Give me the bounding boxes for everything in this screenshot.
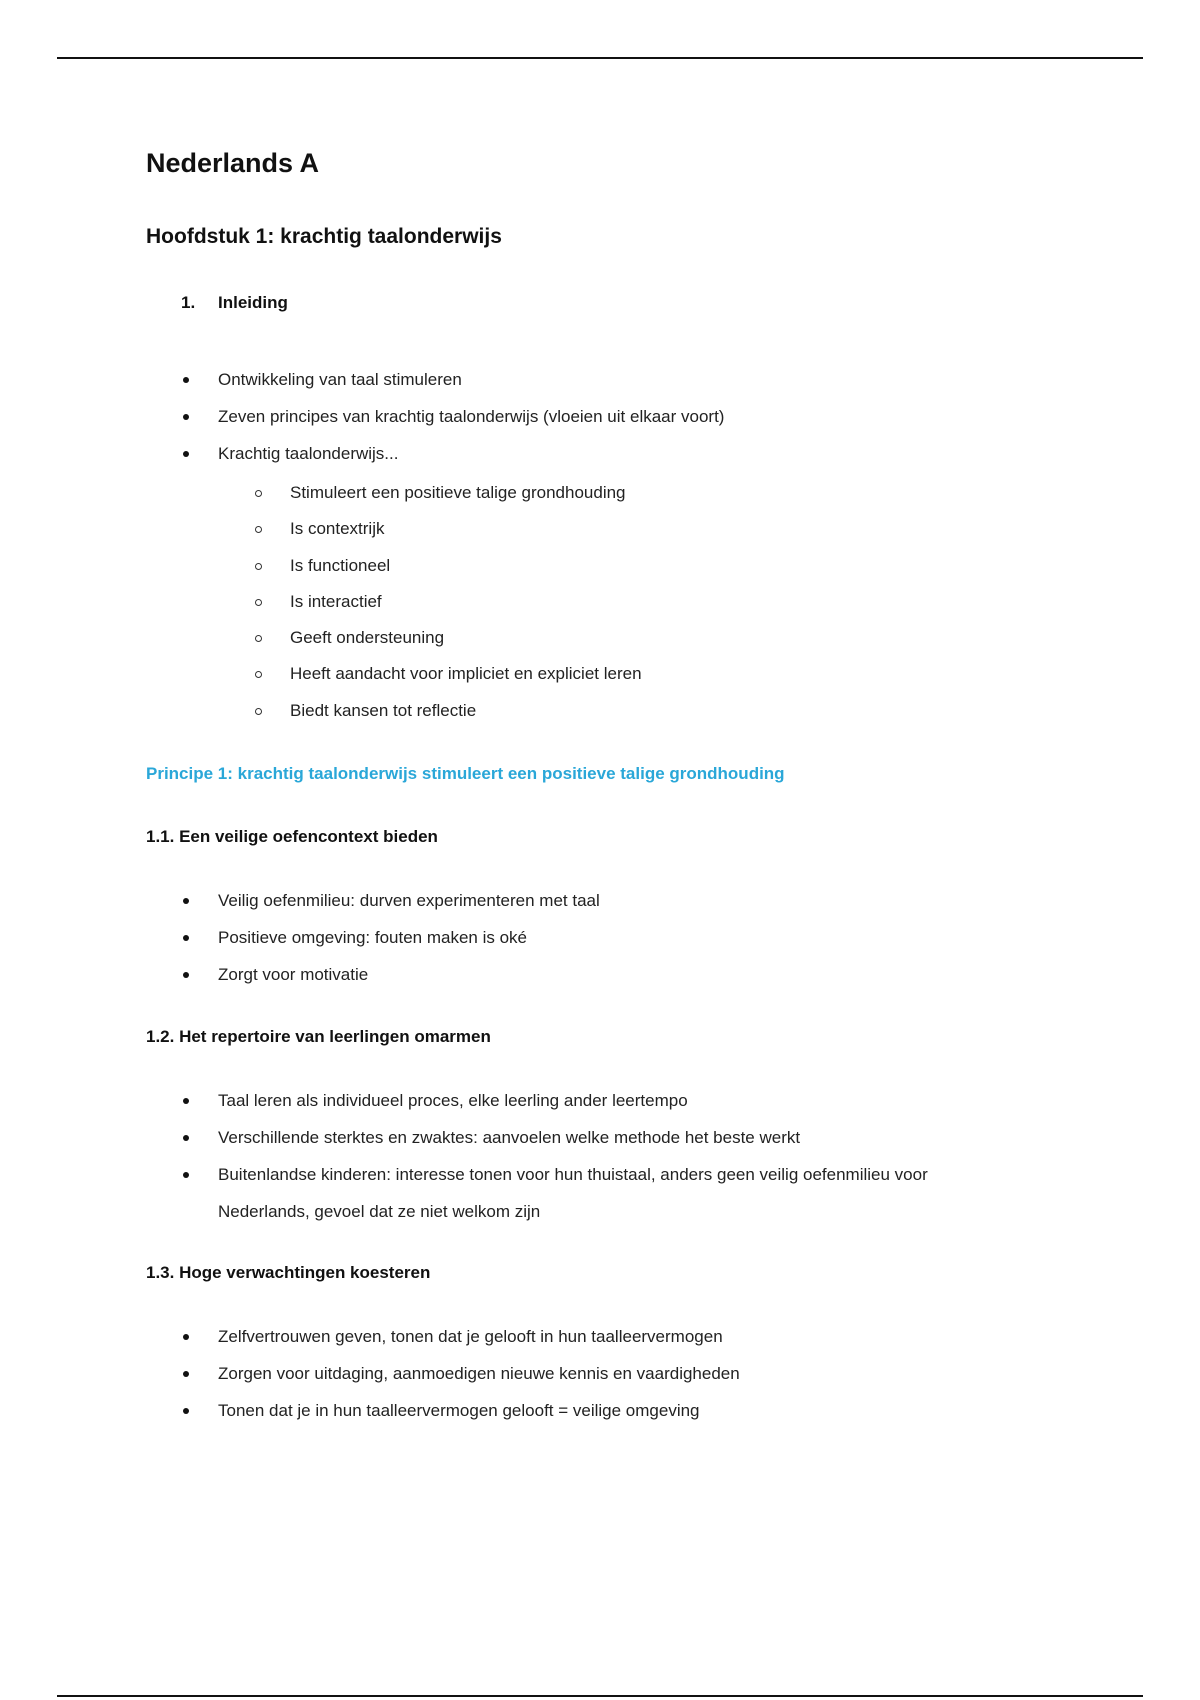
list-item: Verschillende sterktes en zwaktes: aanvoelen welke methode het beste werkt — [146, 1119, 978, 1156]
list-item: Heeft aandacht voor impliciet en expliciet leren — [146, 656, 642, 692]
intro-subbullet-list — [146, 475, 642, 729]
hollow-bullet-icon — [255, 563, 262, 570]
list-item: Tonen dat je in hun taalleervermogen gelooft = veilige omgeving — [146, 1392, 740, 1429]
hollow-bullet-icon — [255, 599, 262, 606]
bullet-icon — [183, 451, 189, 457]
bullet-icon — [183, 898, 189, 904]
bullet-icon — [183, 1371, 189, 1377]
list-item: Buitenlandse kinderen: interesse tonen voor hun thuistaal, anders geen veilig oefenmilieu voor Nederlands, gevoel dat ze niet welkom zijn — [146, 1156, 978, 1230]
bullet-icon — [183, 1098, 189, 1104]
section-heading: 1.2. Het repertoire van leerlingen omarmen — [146, 1027, 491, 1046]
list-item: Zorgt voor motivatie — [146, 956, 600, 993]
bullet-icon — [183, 1334, 189, 1340]
intro-bullet-list — [146, 361, 724, 472]
bullet-icon — [183, 414, 189, 420]
bullet-icon — [183, 935, 189, 941]
principle-heading: Principe 1: krachtig taalonderwijs stimuleert een positieve talige grondhouding — [146, 764, 785, 783]
bullet-icon — [183, 1135, 189, 1141]
list-item: Krachtig taalonderwijs... — [146, 435, 724, 472]
list-item: Geeft ondersteuning — [146, 620, 642, 656]
chapter-heading: Hoofdstuk 1: krachtig taalonderwijs — [146, 225, 502, 248]
list-item: Ontwikkeling van taal stimuleren — [146, 361, 724, 398]
list-item: Positieve omgeving: fouten maken is oké — [146, 919, 600, 956]
intro-heading-number: 1. — [181, 293, 196, 312]
list-item: Is functioneel — [146, 548, 642, 584]
list-item: Veilig oefenmilieu: durven experimenteren met taal — [146, 882, 600, 919]
list-item: Stimuleert een positieve talige grondhouding — [146, 475, 642, 511]
list-item: Is contextrijk — [146, 511, 642, 547]
bullet-icon — [183, 377, 189, 383]
list-item: Zeven principes van krachtig taalonderwijs (vloeien uit elkaar voort) — [146, 398, 724, 435]
list-item: Is interactief — [146, 584, 642, 620]
list-item: Taal leren als individueel proces, elke leerling ander leertempo — [146, 1082, 978, 1119]
section-heading: 1.1. Een veilige oefencontext bieden — [146, 827, 438, 846]
top-rule — [57, 57, 1143, 59]
intro-heading-label: Inleiding — [218, 293, 288, 312]
hollow-bullet-icon — [255, 671, 262, 678]
bottom-rule — [57, 1695, 1143, 1697]
section-bullet-list — [146, 1318, 740, 1429]
hollow-bullet-icon — [255, 526, 262, 533]
hollow-bullet-icon — [255, 635, 262, 642]
bullet-icon — [183, 972, 189, 978]
bullet-icon — [183, 1408, 189, 1414]
list-item: Biedt kansen tot reflectie — [146, 693, 642, 729]
intro-heading — [181, 293, 288, 313]
section-bullet-list — [146, 882, 600, 993]
section-heading: 1.3. Hoge verwachtingen koesteren — [146, 1263, 431, 1282]
bullet-icon — [183, 1172, 189, 1178]
list-item: Zorgen voor uitdaging, aanmoedigen nieuwe kennis en vaardigheden — [146, 1355, 740, 1392]
hollow-bullet-icon — [255, 490, 262, 497]
hollow-bullet-icon — [255, 708, 262, 715]
section-bullet-list — [146, 1082, 978, 1230]
list-item: Zelfvertrouwen geven, tonen dat je gelooft in hun taalleervermogen — [146, 1318, 740, 1355]
document-title: Nederlands A — [146, 148, 320, 178]
